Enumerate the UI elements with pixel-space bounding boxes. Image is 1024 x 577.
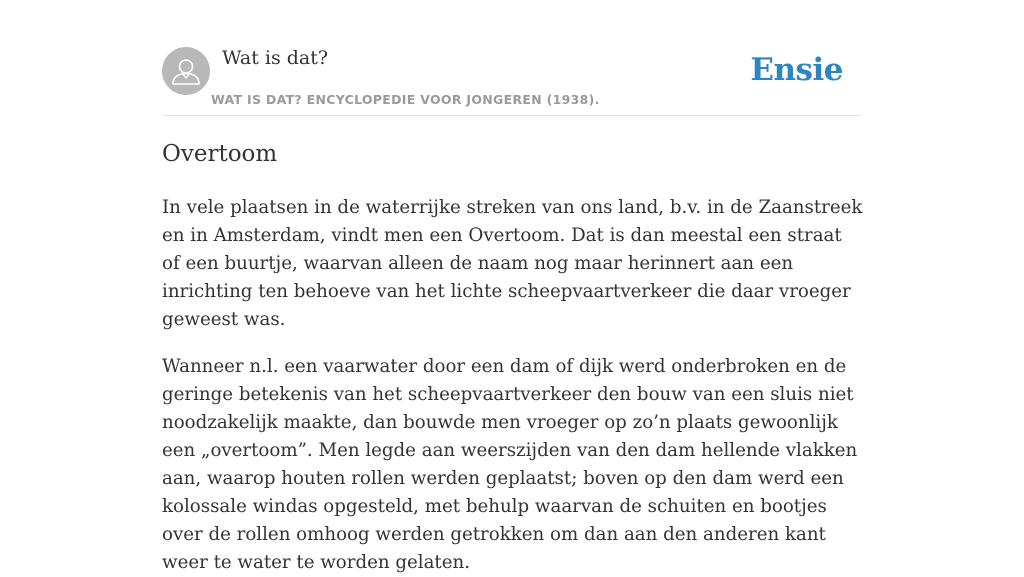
- article-paragraph: Wanneer n.l. een vaarwater door een dam of dijk werd onderbroken en de geringe betekenis van het scheepvaartverkeer den bouw van een sluis niet noodzakelijk maakte, dan bouwde men vroeger op zo’n plaats gewoonlijk een „overtoom”. Men legde aan weerszijden van den dam hellende vlakken aan, waarop houten rollen werden geplaatst; boven op den dam werd een kolossale windas opgesteld, met behulp waarvan de schuiten en bootjes over de rollen omhoog werden getrokken om dan aan den anderen kant weer te water te worden gelaten.: [162, 356, 858, 573]
- user-icon[interactable]: [162, 47, 210, 95]
- ensie-logo[interactable]: Ensie: [750, 52, 843, 88]
- source-subtitle: WAT IS DAT? ENCYCLOPEDIE VOOR JONGEREN (1938).: [211, 92, 600, 107]
- article-title: Overtoom: [162, 141, 278, 167]
- source-title[interactable]: Wat is dat?: [222, 47, 329, 69]
- article: [162, 138, 864, 577]
- source-header: [162, 0, 862, 116]
- article-paragraph: In vele plaatsen in de waterrijke streken van ons land, b.v. in de Zaanstreek en in Amsterdam, vindt men een Overtoom. Dat is dan meestal een straat of een buurtje, waarvan alleen de naam nog maar herinnert aan een inrichting ten behoeve van het lichte scheepvaartverkeer die daar vroeger geweest was.: [162, 197, 863, 330]
